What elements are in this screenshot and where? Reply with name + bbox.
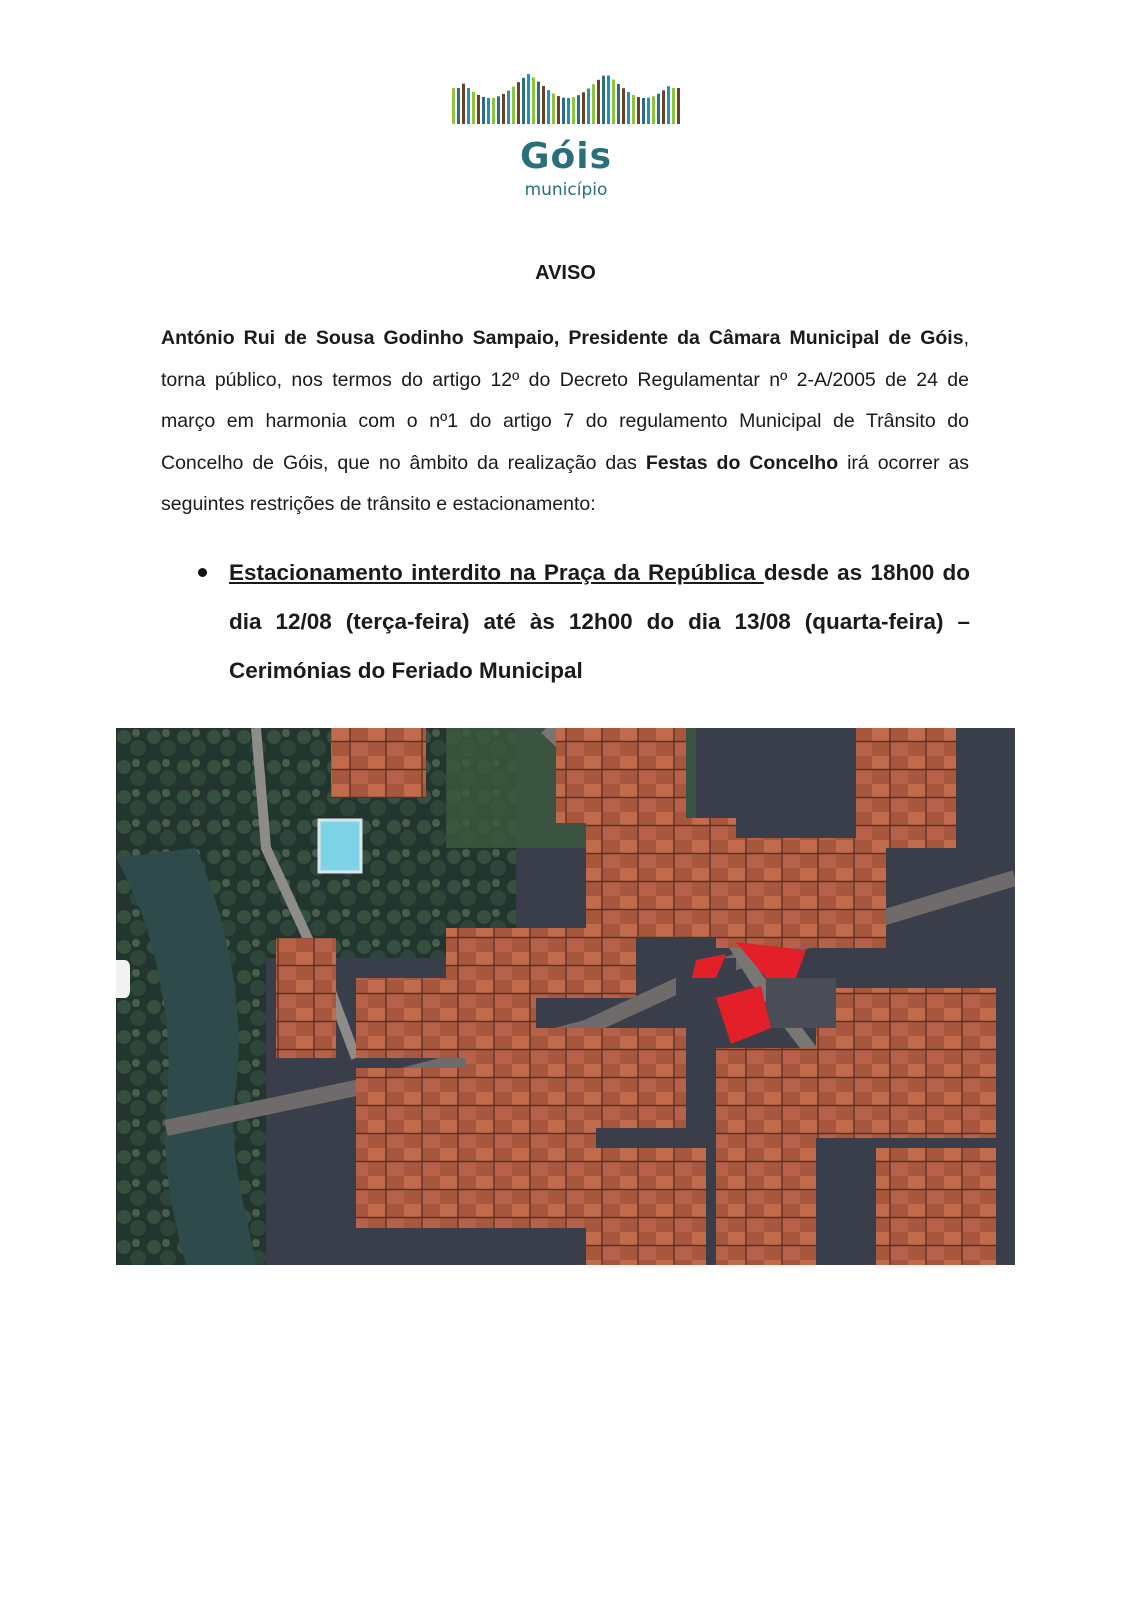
logo-bar bbox=[672, 88, 675, 124]
logo-bar bbox=[632, 95, 635, 124]
logo-bar bbox=[487, 98, 490, 124]
logo-bar bbox=[552, 94, 555, 124]
municipality-logo bbox=[450, 70, 682, 200]
logo-bar bbox=[622, 88, 625, 124]
logo-bar bbox=[617, 84, 620, 124]
logo-bar bbox=[557, 96, 560, 124]
logo-bar bbox=[597, 80, 600, 124]
logo-bar bbox=[497, 96, 500, 124]
logo-bar bbox=[522, 78, 525, 124]
logo-bar bbox=[532, 77, 535, 124]
bridge-arches-icon bbox=[450, 70, 682, 130]
logo-bar bbox=[607, 75, 610, 124]
logo-bar bbox=[507, 91, 510, 124]
logo-bar bbox=[652, 96, 655, 124]
logo-bar bbox=[492, 98, 495, 124]
logo-bar bbox=[642, 98, 645, 124]
restriction-details: desde as 18h00 do dia 12/08 (terça-feira) até às 12h00 do dia 13/08 (quarta-feira) – Cerimónias do Feriado Municipal bbox=[229, 560, 970, 683]
logo-bar bbox=[562, 98, 565, 124]
logo-bar bbox=[547, 90, 550, 124]
aerial-map-icon bbox=[116, 728, 1015, 1265]
issuer-name: António Rui de Sousa Godinho Sampaio, Presidente da Câmara Municipal de Góis bbox=[161, 327, 964, 349]
logo-bar bbox=[537, 82, 540, 124]
logo-bar bbox=[637, 97, 640, 124]
logo-bar bbox=[677, 88, 680, 124]
aerial-map bbox=[116, 728, 1015, 1265]
logo-bar bbox=[647, 98, 650, 124]
notice-paragraph bbox=[161, 318, 969, 526]
restriction-list bbox=[194, 548, 970, 695]
logo-bar bbox=[472, 92, 475, 124]
logo-bar bbox=[572, 97, 575, 124]
logo-bar bbox=[527, 74, 530, 124]
logo-bar bbox=[662, 90, 665, 124]
logo-bar bbox=[482, 97, 485, 124]
logo-bar bbox=[612, 80, 615, 124]
logo-bar bbox=[657, 94, 660, 124]
restriction-item bbox=[229, 548, 970, 695]
logo-bar bbox=[667, 86, 670, 124]
logo-bar bbox=[602, 76, 605, 124]
logo-bar bbox=[467, 88, 470, 124]
logo-bar bbox=[577, 95, 580, 124]
logo-bar bbox=[512, 87, 515, 124]
logo-bar bbox=[462, 84, 465, 124]
notice-title: AVISO bbox=[535, 262, 596, 284]
logo-bar bbox=[627, 92, 630, 124]
logo-bar bbox=[542, 86, 545, 124]
logo-bar bbox=[502, 94, 505, 124]
logo-bar bbox=[582, 92, 585, 124]
logo-bar bbox=[587, 89, 590, 124]
restriction-location: Estacionamento interdito na Praça da República bbox=[229, 560, 764, 585]
logo-bar bbox=[452, 88, 455, 124]
bullet-icon bbox=[198, 568, 207, 577]
paragraph-text-2: irá ocorrer as seguintes restrições de trânsito e estacionamento: bbox=[161, 451, 969, 515]
logo-bar bbox=[457, 88, 460, 124]
paragraph-text-1: , torna público, nos termos do artigo 12º do Decreto Regulamentar nº 2-A/2005 de 24 de março em harmonia com o nº1 do artigo 7 do regulamento Municipal de Trânsito do Concelho de Góis, que no âmbito da realização das bbox=[161, 327, 969, 474]
logo-bar bbox=[567, 98, 570, 124]
festas-label: Festas do Concelho bbox=[645, 451, 839, 474]
logo-subtitle: município bbox=[524, 180, 608, 200]
logo-bar bbox=[517, 82, 520, 124]
logo-bar bbox=[592, 84, 595, 124]
logo-name: Góis bbox=[519, 136, 613, 177]
logo-bar bbox=[477, 95, 480, 124]
